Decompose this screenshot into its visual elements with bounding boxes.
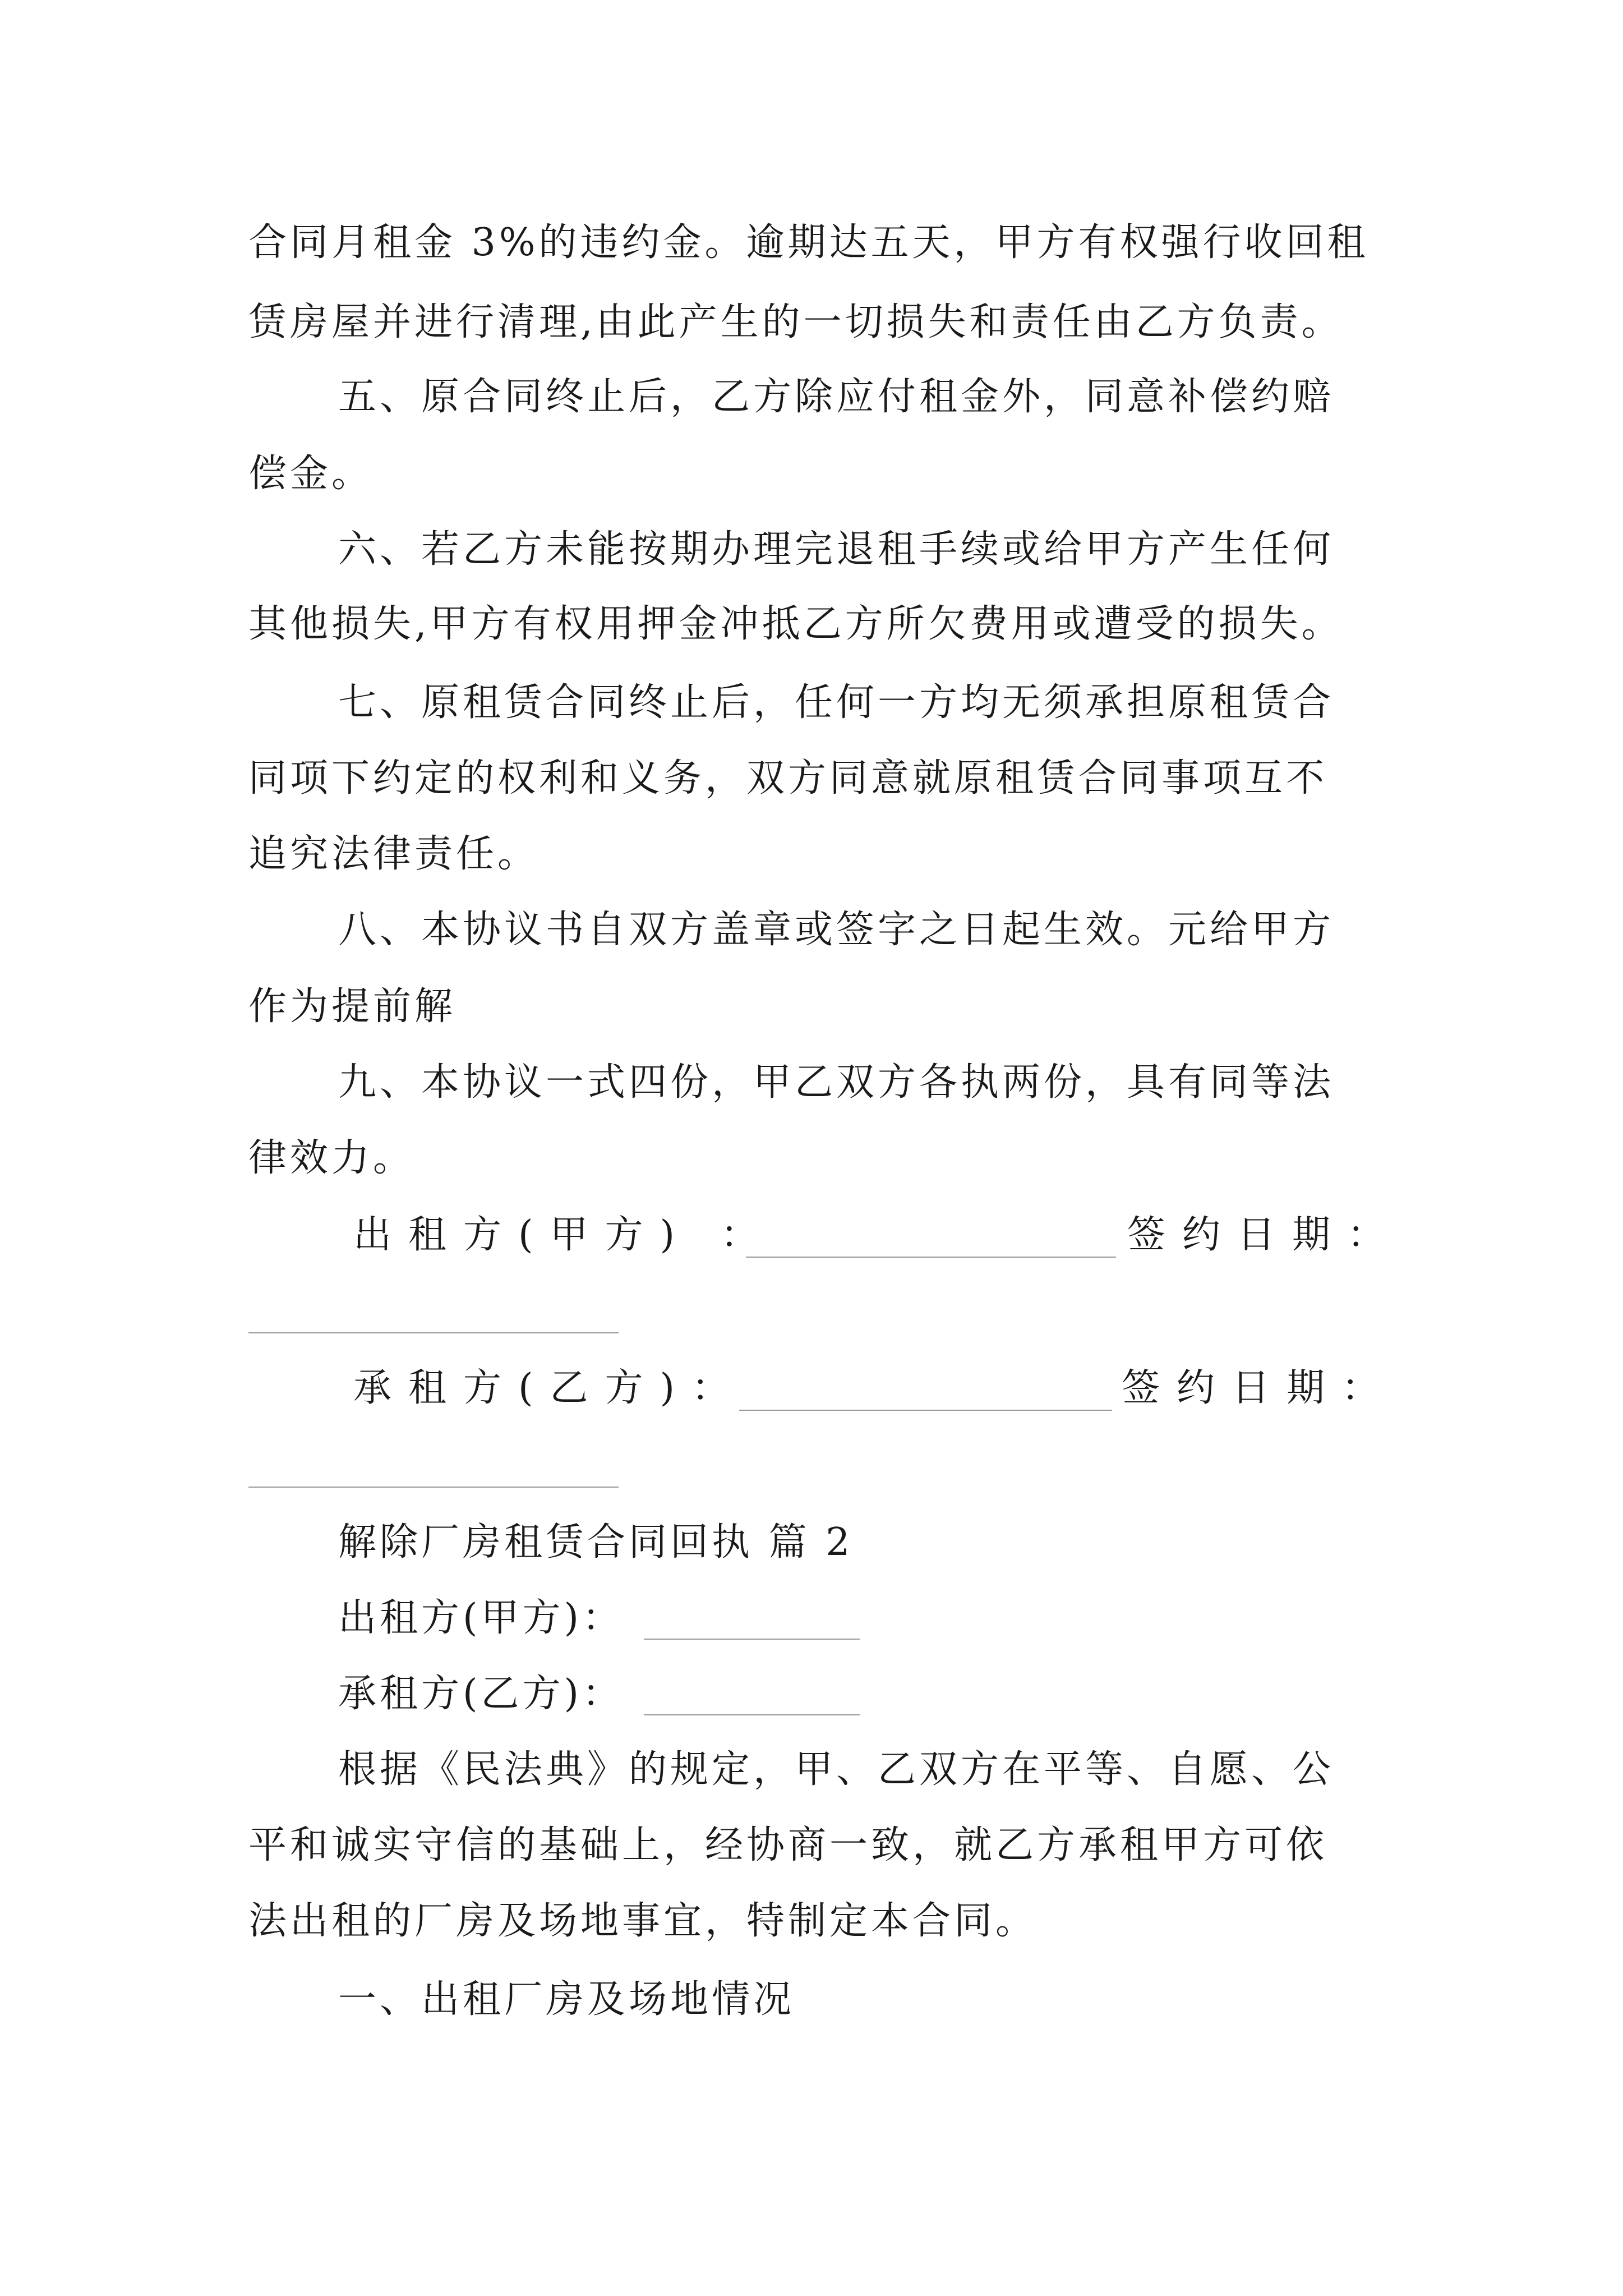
paragraph-line: 偿金。: [248, 452, 374, 496]
lessor-label: 出租方(甲方) ：: [353, 1213, 776, 1257]
lessee-label: 承租方(乙方)：: [353, 1366, 747, 1410]
clause-9: 九、本协议一式四份，甲乙双方各执两份，具有同等法: [338, 1060, 1335, 1105]
lessor-date-blank: [248, 1332, 619, 1333]
paragraph-line: 律效力。: [248, 1136, 415, 1180]
section-title: 解除厂房租赁合同回执 篇 2: [338, 1520, 854, 1565]
section2-lessor-label: 出租方(甲方)：: [338, 1596, 624, 1640]
section-heading: 一、出租厂房及场地情况: [338, 1977, 795, 2022]
paragraph-line: 作为提前解: [248, 984, 457, 1029]
paragraph-line: 根据《民法典》的规定，甲、乙双方在平等、自愿、公: [338, 1747, 1335, 1792]
clause-5: 五、原合同终止后，乙方除应付租金外，同意补偿约赔: [338, 375, 1335, 419]
paragraph-line: 同项下约定的权利和义务，双方同意就原租赁合同事项互不: [248, 756, 1328, 800]
section2-lessor-blank: [644, 1639, 860, 1640]
lessee-signature-blank: [739, 1410, 1112, 1411]
lessor-signature-blank: [746, 1257, 1116, 1258]
lessor-date-label: 签约日期：: [1127, 1213, 1403, 1257]
paragraph-line: 其他损失,甲方有权用押金冲抵乙方所欠费用或遭受的损失。: [248, 602, 1343, 646]
lessee-date-blank: [248, 1487, 619, 1488]
paragraph-line: 追究法律责任。: [248, 832, 540, 876]
paragraph-line: 平和诚实守信的基础上，经协商一致，就乙方承租甲方可依: [248, 1823, 1328, 1867]
section2-lessee-label: 承租方(乙方)：: [338, 1672, 624, 1716]
section2-lessee-blank: [644, 1714, 860, 1715]
clause-7: 七、原租赁合同终止后，任何一方均无须承担原租赁合: [338, 680, 1335, 725]
lessee-date-label: 签约日期：: [1122, 1366, 1397, 1410]
paragraph-line: 赁房屋并进行清理,由此产生的一切损失和责任由乙方负责。: [248, 300, 1343, 344]
clause-6: 六、若乙方未能按期办理完退租手续或给甲方产生任何: [338, 527, 1335, 572]
clause-8: 八、本协议书自双方盖章或签字之日起生效。元给甲方: [338, 908, 1335, 952]
paragraph-line: 法出租的厂房及场地事宜，特制定本合同。: [248, 1899, 1038, 1943]
paragraph-line: 合同月租金 3%的违约金。逾期达五天，甲方有权强行收回租: [248, 220, 1369, 265]
